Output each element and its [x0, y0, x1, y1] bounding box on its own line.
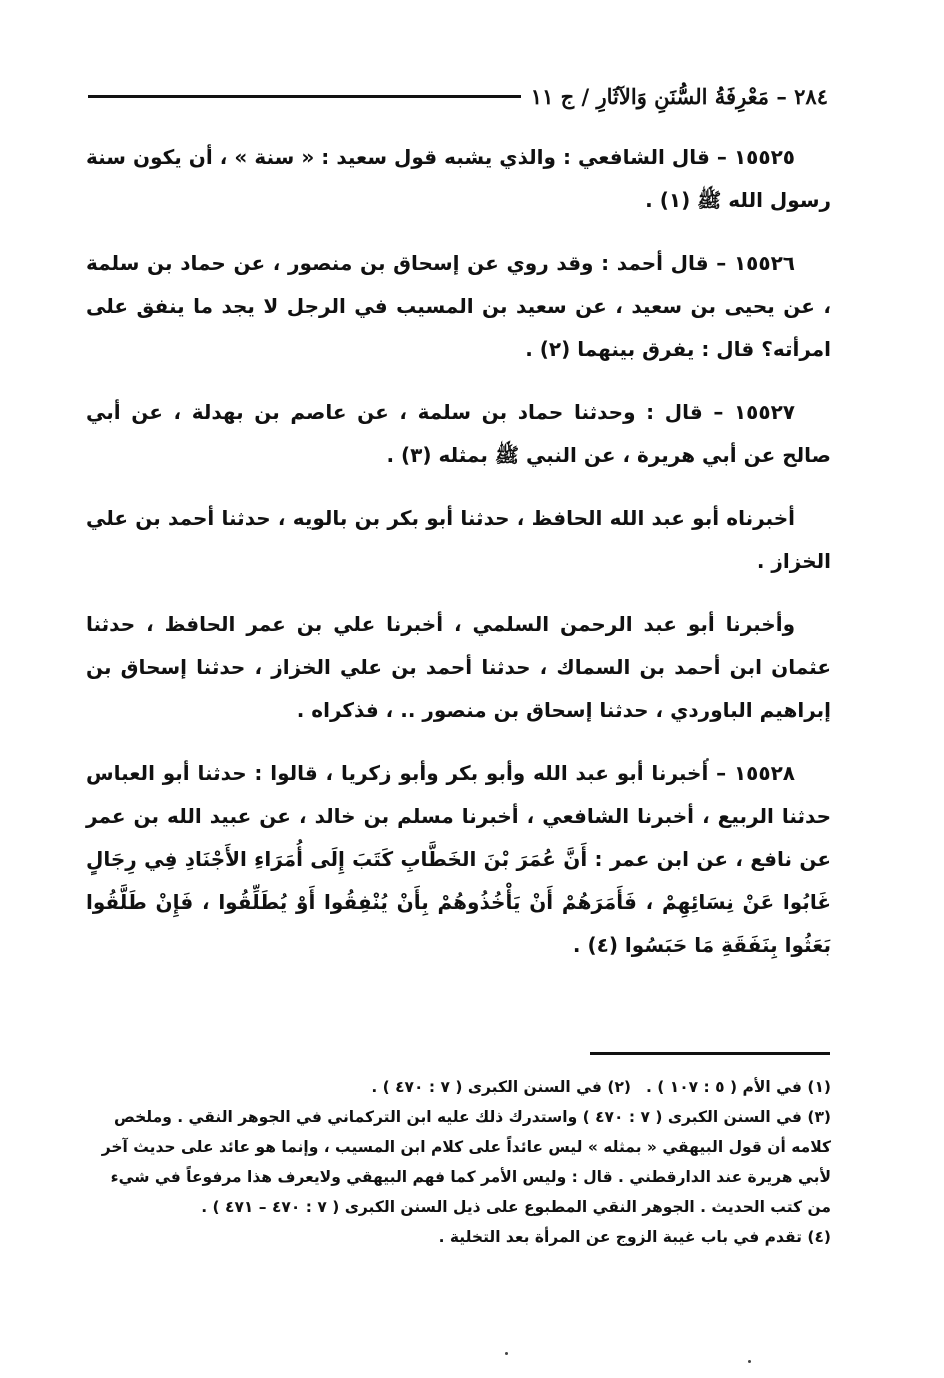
footnote-2: (٢) في السنن الكبرى ( ٧ : ٤٧٠ ) . — [371, 1078, 631, 1096]
header-rule — [88, 95, 521, 98]
main-text — [86, 136, 831, 987]
scan-speck — [706, 758, 709, 761]
paragraph-15527: ١٥٥٢٧ – قال : وحدثنا حماد بن سلمة ، عن عاصم بن بهدلة ، عن أبي صالح عن أبي هريرة ، عن النبي ﷺ بمثله (٣) . — [86, 400, 831, 467]
paragraph-isnad-2: وأخبرنا أبو عبد الرحمن السلمي ، أخبرنا علي بن عمر الحافظ ، حدثنا عثمان ابن أحمد بن السماك ، حدثنا أحمد بن علي الخزاز ، حدثنا إسحاق بن إبراهيم الباوردي ، حدثنا إسحاق بن منصور .. ، فذكراه . — [86, 612, 831, 722]
footnote-1: (١) في الأم ( ٥ : ١٠٧ ) . — [646, 1078, 831, 1096]
scan-speck — [748, 1360, 751, 1363]
footnotes — [86, 1072, 831, 1252]
footnote-row-1-2 — [86, 1072, 831, 1102]
paragraph-15525: ١٥٥٢٥ – قال الشافعي : والذي يشبه قول سعيد : « سنة » ، أن يكون سنة رسول الله ﷺ (١) . — [86, 145, 831, 212]
footnote-separator — [590, 1052, 830, 1055]
page-header — [88, 78, 828, 114]
running-title: ٢٨٤ – مَعْرِفَةُ السُّنَنِ وَالآثَارِ / ج ١١ — [530, 83, 828, 109]
footnote-3: (٣) في السنن الكبرى ( ٧ : ٤٧٠ ) واستدرك ذلك عليه ابن التركماني في الجوهر النقي . وملخص كلامه أن قول البيهقي « بمثله » ليس عائداً على كلام ابن المسيب ، وإنما هو عائد على حديث آخر لأبي هريرة عند الدارقطني . قال : وليس الأمر كما فهم البيهقي ولايعرف هذا مرفوعاً في شيء من كتب الحديث . الجوهر النقي المطبوع على ذيل السنن الكبرى ( ٧ : ٤٧٠ – ٤٧١ ) . — [101, 1108, 831, 1216]
footnote-4: (٤) تقدم في باب غيبة الزوج عن المرأة بعد التخلية . — [438, 1228, 831, 1246]
scan-speck — [505, 1352, 508, 1355]
paragraph-isnad-1: أخبرناه أبو عبد الله الحافظ ، حدثنا أبو بكر بن بالويه ، حدثنا أحمد بن علي الخزاز . — [86, 506, 831, 573]
paragraph-15528: ١٥٥٢٨ – أخبرنا أبو عبد الله وأبو بكر وأبو زكريا ، قالوا : حدثنا أبو العباس حدثنا الربيع ، أخبرنا الشافعي ، أخبرنا مسلم بن خالد ، عن عبيد الله بن عمر عن نافع ، عن ابن عمر : أَنَّ عُمَرَ بْنَ الخَطَّابِ كَتَبَ إِلَى أُمَرَاءِ الأَجْنَادِ فِي رِجَالٍ غَابُوا عَنْ نِسَائِهِمْ ، فَأَمَرَهُمْ أَنْ يَأْخُذُوهُمْ بِأَنْ يُنْفِقُوا أَوْ يُطَلِّقُوا ، فَإِنْ طَلَّقُوا بَعَثُوا بِنَفَقَةِ مَا حَبَسُوا (٤) . — [86, 761, 831, 957]
paragraph-15526: ١٥٥٢٦ – قال أحمد : وقد روي عن إسحاق بن منصور ، عن حماد بن سلمة ، عن يحيى بن سعيد ، عن سعيد بن المسيب في الرجل لا يجد ما ينفق على امرأته؟ قال : يفرق بينهما (٢) . — [86, 251, 831, 361]
